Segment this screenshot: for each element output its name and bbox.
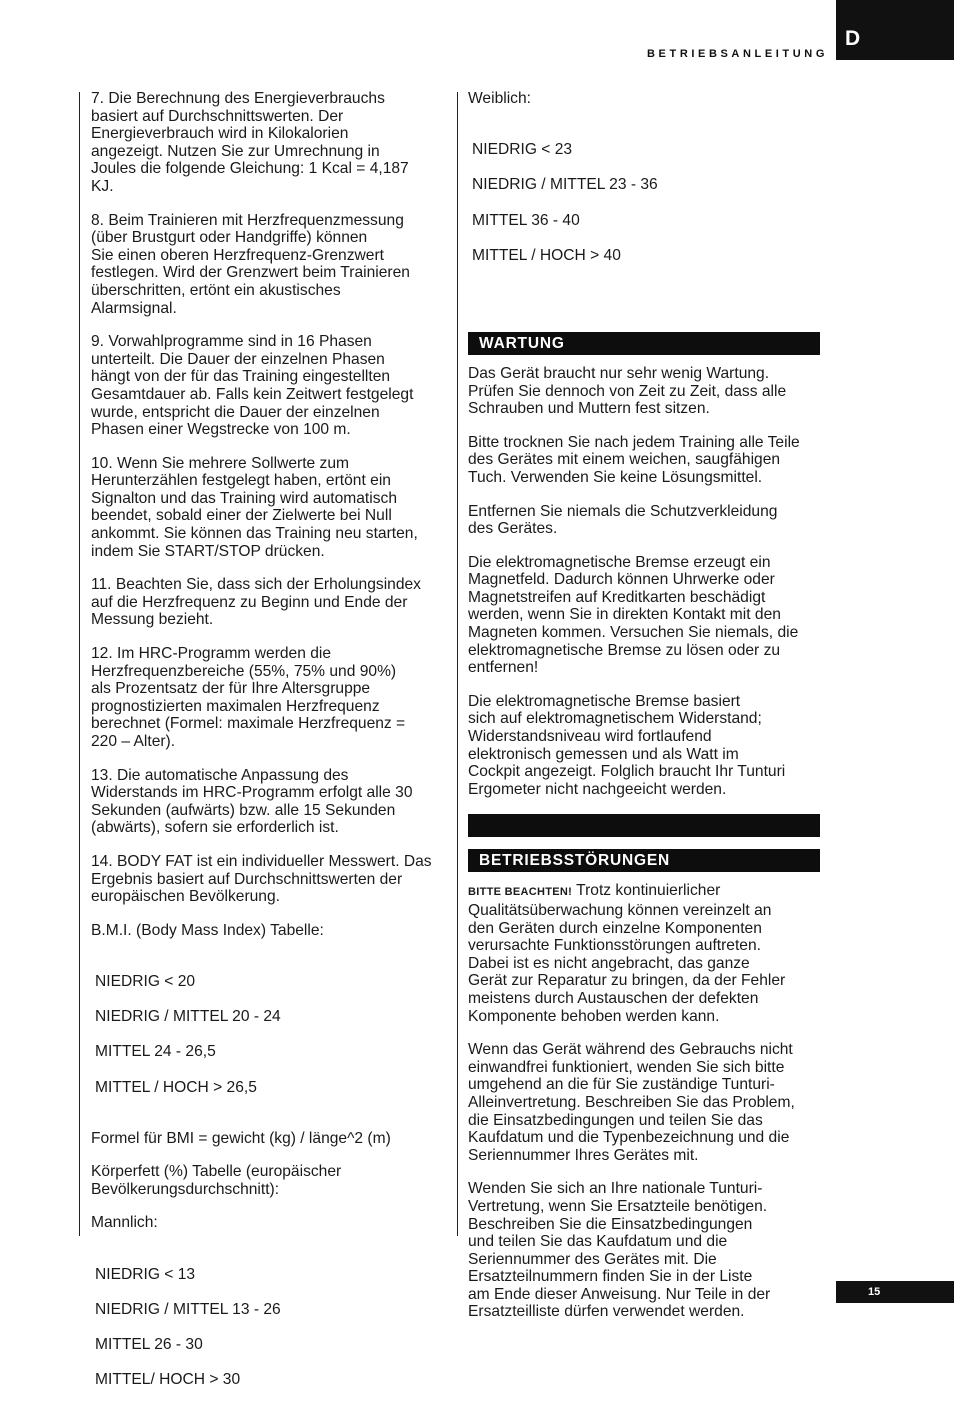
faults-paragraph: Wenden Sie sich an Ihre nationale Tunturi- Vertretung, wenn Sie Ersatzteile benötigen. Beschreiben Sie die Einsatzbedingungen und teilen Sie das Kaufdatum und die Seriennummer des Gerätes mit. Die Ersatzteilnummern finden Sie in der Liste am Ende dieser Anweisung. Nur Teile in der Ersatzteilliste dürfen verwendet werden. [468, 1180, 771, 1321]
bmi-row: MITTEL 24 - 26,5 [95, 1043, 216, 1061]
female-row: MITTEL 36 - 40 [472, 211, 580, 229]
female-bodyfat-table [472, 124, 820, 282]
note-8: 8. Beim Trainieren mit Herzfrequenzmessung (über Brustgurt oder Handgriffe) können Sie einen oberen Herzfrequenz-Grenzwert festlegen. Wird der Grenzwert beim Trainieren überschritten, ertönt ein akustisches Alarmsignal. [91, 211, 410, 317]
male-row: MITTEL/ HOCH > 30 [95, 1371, 241, 1389]
bmi-formula: Formel für BMI = gewicht (kg) / länge^2 (m) [91, 1129, 391, 1147]
maintenance-paragraph: Das Gerät braucht nur sehr wenig Wartung. Prüfen Sie dennoch von Zeit zu Zeit, dass alle Schrauben und Muttern fest sitzen. [468, 364, 787, 418]
bmi-table [95, 955, 443, 1113]
note-14: 14. BODY FAT ist ein individueller Messwert. Das Ergebnis basiert auf Durchschnittswerten der europäischen Bevölkerung. [91, 852, 432, 906]
faults-heading: BETRIEBSSTÖRUNGEN [468, 849, 820, 872]
right-column-rule [457, 92, 458, 1236]
section-divider-bar [468, 814, 820, 837]
female-row: MITTEL / HOCH > 40 [472, 246, 621, 264]
female-row: NIEDRIG / MITTEL 23 - 36 [472, 176, 658, 194]
maintenance-paragraph: Bitte trocknen Sie nach jedem Training alle Teile des Gerätes mit einem weichen, saugfähigen Tuch. Verwenden Sie keine Lösungsmittel. [468, 433, 800, 486]
male-bodyfat-table [95, 1248, 443, 1406]
maintenance-paragraph: Entfernen Sie niemals die Schutzverkleidung des Gerätes. [468, 502, 778, 538]
language-tab [836, 0, 954, 60]
note-13: 13. Die automatische Anpassung des Widerstands im HRC-Programm erfolgt alle 30 Sekunden (aufwärts) bzw. alle 15 Sekunden (abwärts), sofern sie erforderlich ist. [91, 766, 413, 837]
note-11: 11. Beachten Sie, dass sich der Erholungsindex auf die Herzfrequenz zu Beginn und Ende der Messung bezieht. [91, 576, 421, 629]
bodyfat-table-heading: Körperfett (%) Tabelle (europäischer Bevölkerungsdurchschnitt): [91, 1163, 342, 1198]
male-row: NIEDRIG / MITTEL 13 - 26 [95, 1300, 281, 1318]
bmi-row: NIEDRIG / MITTEL 20 - 24 [95, 1008, 281, 1026]
page-number: 15 [836, 1281, 954, 1303]
note-9: 9. Vorwahlprogramme sind in 16 Phasen unterteilt. Die Dauer der einzelnen Phasen hängt von der für das Training eingestellten Gesamtdauer ab. Falls kein Zeitwert festgelegt wurde, entspricht die Dauer der einzelnen Phasen einer Wegstrecke von 100 m. [91, 333, 414, 439]
spacer [468, 298, 820, 332]
bmi-table-heading: B.M.I. (Body Mass Index) Tabelle: [91, 921, 324, 939]
male-label: Mannlich: [91, 1214, 158, 1232]
bmi-row: MITTEL / HOCH > 26,5 [95, 1078, 257, 1096]
female-row: NIEDRIG < 23 [472, 141, 573, 159]
faults-paragraph [468, 882, 820, 1025]
note-12: 12. Im HRC-Programm werden die Herzfrequenzbereiche (55%, 75% und 90%) als Prozentsatz der für Ihre Altersgruppe prognostizierten maximalen Herzfrequenz berechnet (Formel: maximale Herzfrequenz = 220 – Alter). [91, 645, 406, 750]
left-column [91, 90, 443, 1422]
male-row: MITTEL 26 - 30 [95, 1336, 203, 1354]
maintenance-paragraph: Die elektromagnetische Bremse erzeugt ein Magnetfeld. Dadurch können Uhrwerke oder Magnetstreifen auf Kreditkarten beschädigt werden, wenn Sie in direkten Kontakt mit den Magneten kommen. Versuchen Sie niemals, die elektromagnetische Bremse zu lösen oder zu entfernen! [468, 553, 799, 677]
language-code: D [845, 27, 861, 50]
note-label: BITTE BEACHTEN! [468, 886, 573, 899]
faults-paragraph: Wenn das Gerät während des Gebrauchs nicht einwandfrei funktioniert, wenden Sie sich bitte umgehend an die für Sie zuständige Tunturi- Alleinvertretung. Beschreiben Sie das Problem, die Einsatzbedingungen und teilen Sie das Kaufdatum und die Typenbezeichnung und die Seriennummer Ihres Gerätes mit. [468, 1041, 795, 1164]
note-7: 7. Die Berechnung des Energieverbrauchs basiert auf Durchschnittswerten. Der Energieverbrauch wird in Kilokalorien angezeigt. Nutzen Sie zur Umrechnung in Joules die folgende Gleichung: 1 Kcal = 4,187 KJ. [91, 90, 409, 195]
female-label: Weiblich: [468, 90, 531, 107]
male-row: NIEDRIG < 13 [95, 1265, 196, 1283]
bmi-row: NIEDRIG < 20 [95, 972, 196, 990]
manual-title: BETRIEBSANLEITUNG [647, 48, 828, 60]
note-10: 10. Wenn Sie mehrere Sollwerte zum Herunterzählen festgelegt haben, ertönt ein Signalton und das Training wird automatisch beendet, sobald einer der Zielwerte bei Null ankommt. Sie können das Training neu starten, indem Sie START/STOP drücken. [91, 454, 418, 560]
left-column-rule [79, 92, 80, 1236]
maintenance-heading: WARTUNG [468, 332, 820, 355]
right-column [468, 90, 820, 1337]
maintenance-paragraph: Die elektromagnetische Bremse basiert sich auf elektromagnetischem Widerstand; Widerstandsniveau wird fortlaufend elektronisch gemessen und als Watt im Cockpit angezeigt. Folglich braucht Ihr Tunturi Ergometer nicht nachgeeicht werden. [468, 692, 786, 798]
faults-text: Trotz kontinuierlicher Qualitätsüberwachung können vereinzelt an den Geräten durch einzelne Komponenten verursachte Funktionsstörungen auftreten. Dabei ist es nicht angebracht, das ganze Gerät zur Reparatur zu bringen, da der Fehler meistens durch Austauschen der defekten Komponente behoben werden kann. [468, 882, 786, 1025]
